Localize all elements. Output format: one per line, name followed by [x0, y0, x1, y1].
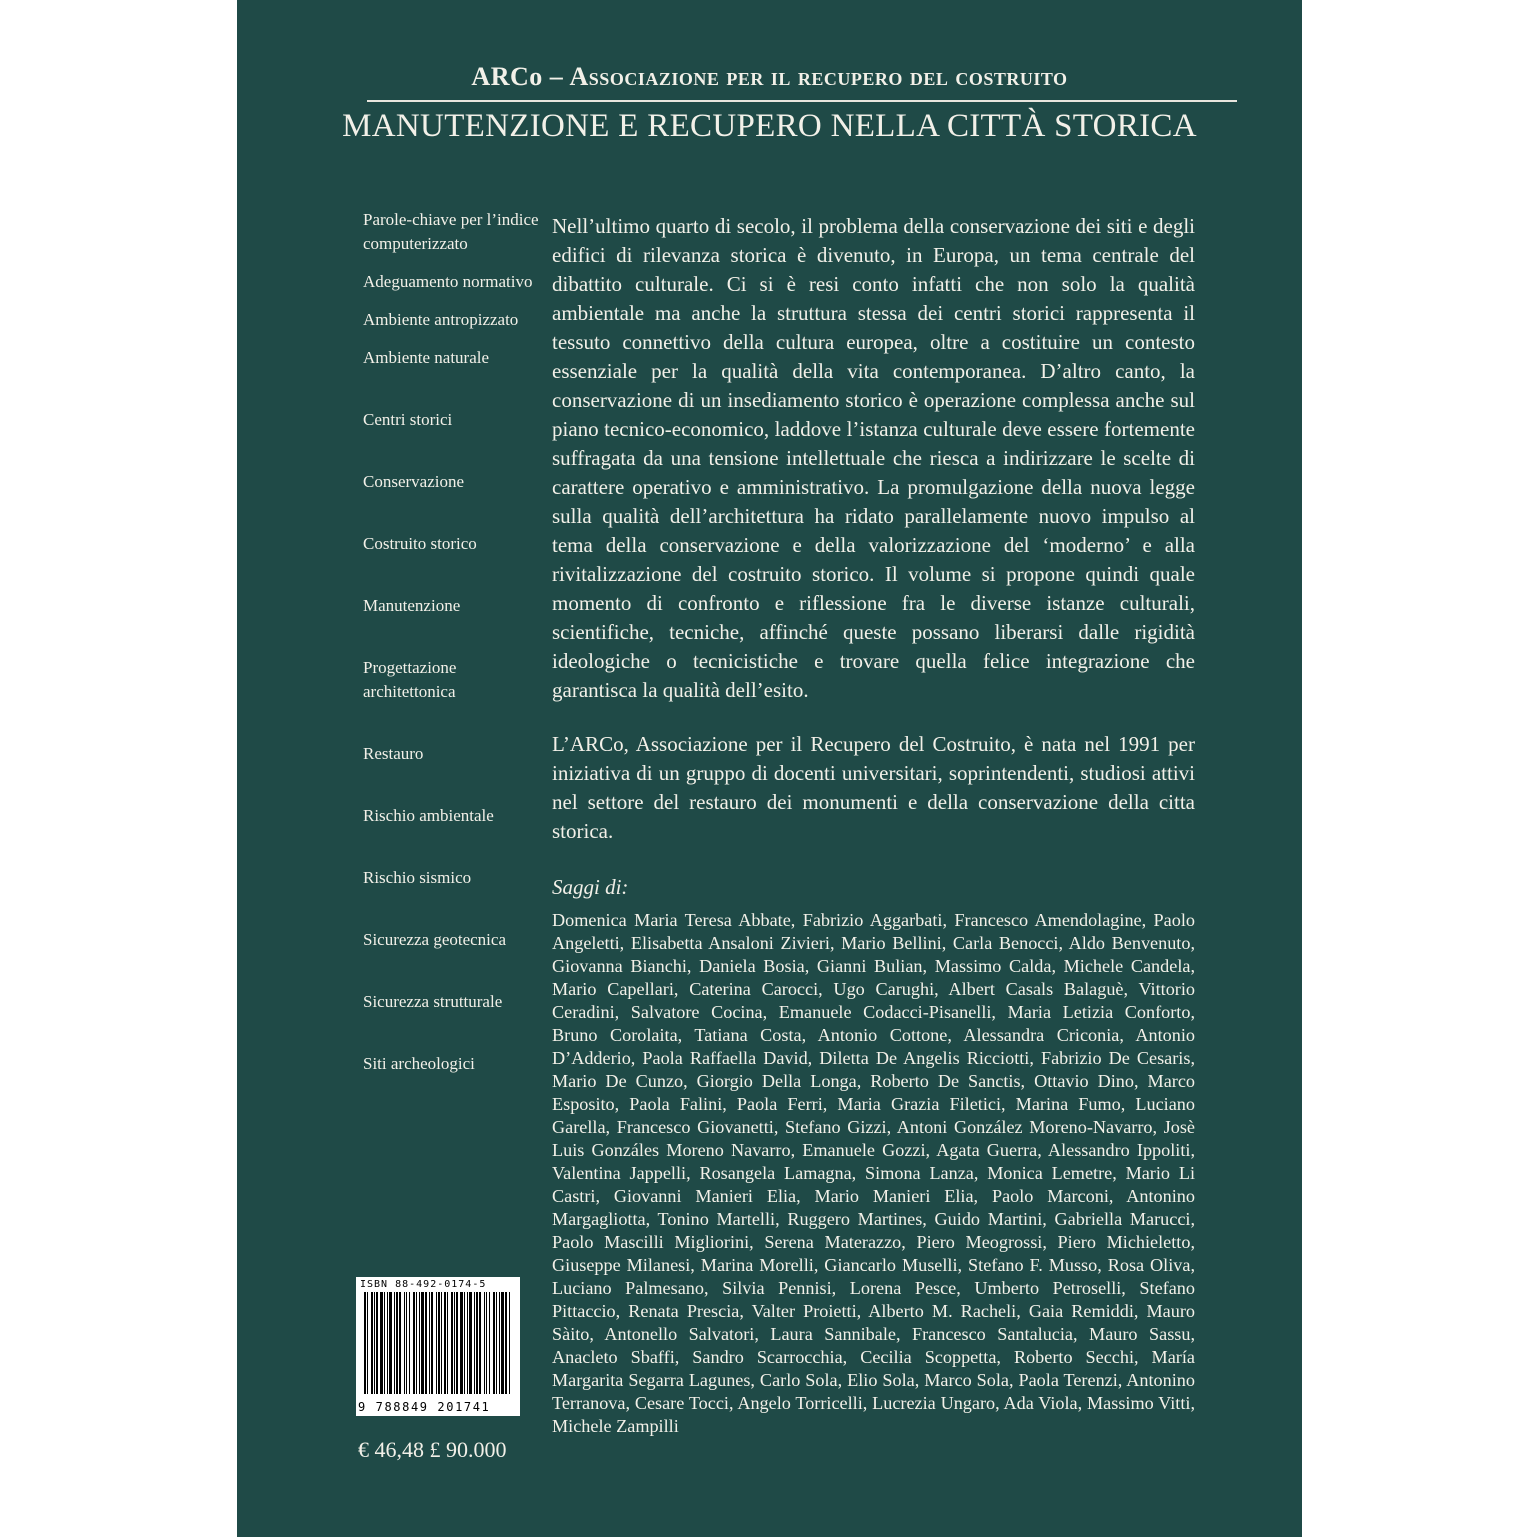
keyword-item: Progettazione architettonica — [363, 658, 457, 701]
isbn-label: ISBN 88-492-0174-5 — [360, 1279, 487, 1290]
org-full-name: Associazione per il recupero del costruito — [569, 62, 1068, 91]
keyword-item: Rischio sismico — [363, 868, 472, 887]
keyword-item: Ambiente naturale — [363, 348, 490, 367]
keyword-item: Centri storici — [363, 410, 453, 429]
essays-label: Saggi di: — [552, 875, 629, 899]
author-list: Domenica Maria Teresa Abbate, Fabrizio Aggarbati, Francesco Amendolagine, Paolo Angeletti, Elisabetta Ansaloni Zivieri, Mario Bellini, Carla Benocci, Aldo Benvenuto, Giovanna Bianchi, Daniela Bosia, Gianni Bulian, Massimo Calda, Michele Candela, Mario Capellari, Caterina Carocci, Ugo Carughi, Albert Casals Balaguè, Vittorio Ceradini, Salvatore Cocina, Emanuele Codacci-Pisanelli, Maria Letizia Conforto, Bruno Corolaita, Tatiana Costa, Antonio Cottone, Alessandra Criconia, Antonio D’Adderio, Paola Raffaella David, Diletta De Angelis Ricciotti, Fabrizio De Cesaris, Mario De Cunzo, Giorgio Della Longa, Roberto De Sanctis, Ottavio Dino, Marco Esposito, Paola Falini, Paola Ferri, Maria Grazia Filetici, Marina Fumo, Luciano Garella, Francesco Giovanetti, Stefano Gizzi, Antoni González Moreno-Navarro, Josè Luis Gonzáles Moreno Navarro, Emanuele Gozzi, Agata Guerra, Alessandro Ippoliti, Valentina Jappelli, Rosangela Lamagna, Simona Lanza, Monica Lemetre, Mario Li Castri, Giovanni Manieri Elia, Mario Manieri Elia, Paolo Marconi, Antonino Margagliotta, Tonino Martelli, Ruggero Martines, Guido Martini, Gabriella Marucci, Paolo Mascilli Migliorini, Serena Materazzo, Piero Meogrossi, Piero Michieletto, Giuseppe Milanesi, Marina Morelli, Giancarlo Muselli, Stefano F. Musso, Rosa Oliva, Luciano Palmesano, Silvia Pennisi, Lorena Pesce, Umberto Petroselli, Stefano Pittaccio, Renata Prescia, Valter Proietti, Alberto M. Racheli, Gaia Remiddi, Mauro Sàito, Antonello Salvatori, Laura Sannibale, Francesco Santalucia, Mauro Sassu, Anacleto Sbaffi, Sandro Scarrocchia, Cecilia Scoppetta, Roberto Secchi, María Margarita Segarra Lagunes, Carlo Sola, Elio Sola, Marco Sola, Paola Terenzi, Antonino Terranova, Cesare Tocci, Angelo Torricelli, Lucrezia Ungaro, Ada Viola, Massimo Vitti, Michele Zampilli — [552, 910, 1195, 1436]
publisher-header — [237, 62, 1302, 92]
keyword-item: Sicurezza geotecnica — [363, 930, 506, 949]
price: € 46,48 £ 90.000 — [358, 1437, 507, 1462]
book-back-cover — [237, 0, 1302, 1537]
keyword-item: Rischio ambientale — [363, 806, 494, 825]
barcode-number: 9 788849 201741 — [358, 1400, 491, 1414]
org-acronym: ARCo – — [471, 62, 564, 91]
header-divider — [367, 100, 1237, 102]
barcode-icon — [362, 1292, 514, 1396]
keyword-item: Sicurezza strutturale — [363, 992, 503, 1011]
keyword-list — [363, 208, 543, 1076]
keyword-item: Manutenzione — [363, 596, 461, 615]
description — [552, 212, 1195, 871]
description-paragraph: Nell’ultimo quarto di secolo, il problema della conservazione dei siti e degli edifici di rilevanza storica è divenuto, in Europa, un tema centrale del dibattito culturale. Ci si è resi conto infatti che non solo la qualità ambientale ma anche la struttura stessa dei centri storici rappresenta il tessuto connettivo della cultura europea, oltre a costituire un contesto essenziale per la qualità della vita contemporanea. D’altro canto, la conservazione di un insediamento storico è operazione complessa anche sul piano tecnico-economico, laddove l’istanza culturale deve essere fortemente suffragata da una tensione intellettuale che riesca a indirizzare le scelte di carattere operativo e amministrativo. La promulgazione della nuova legge sulla qualità dell’architettura ha ridato parallelamente nuovo impulso al tema della conservazione e della valorizzazione del ‘moderno’ e alla rivitalizzazione del costruito storico. Il volume si propone quindi quale momento di confronto e riflessione fra le diverse istanze culturali, scientifiche, tecniche, affinché queste possano liberarsi dalle rigidità ideologiche o tecnicistiche e trovare quella felice integrazione che garantisca la qualità dell’esito. — [552, 214, 1195, 702]
isbn-barcode — [356, 1277, 520, 1416]
keyword-item: Siti archeologici — [363, 1054, 475, 1073]
keyword-item: Ambiente antropizzato — [363, 310, 519, 329]
keyword-item: Costruito storico — [363, 534, 477, 553]
keyword-heading: Parole-chiave per l’indice computerizzato — [363, 210, 539, 253]
book-title: MANUTENZIONE E RECUPERO NELLA CITTÀ STORICA — [342, 108, 1197, 144]
keyword-item: Conservazione — [363, 472, 465, 491]
keyword-item: Restauro — [363, 744, 424, 763]
association-paragraph: L’ARCo, Associazione per il Recupero del Costruito, è nata nel 1991 per iniziativa di un gruppo di docenti universitari, soprintendenti, studiosi attivi nel settore del restauro dei monumenti e della conservazione della citta storica. — [552, 732, 1195, 843]
keyword-item: Adeguamento normativo — [363, 272, 533, 291]
